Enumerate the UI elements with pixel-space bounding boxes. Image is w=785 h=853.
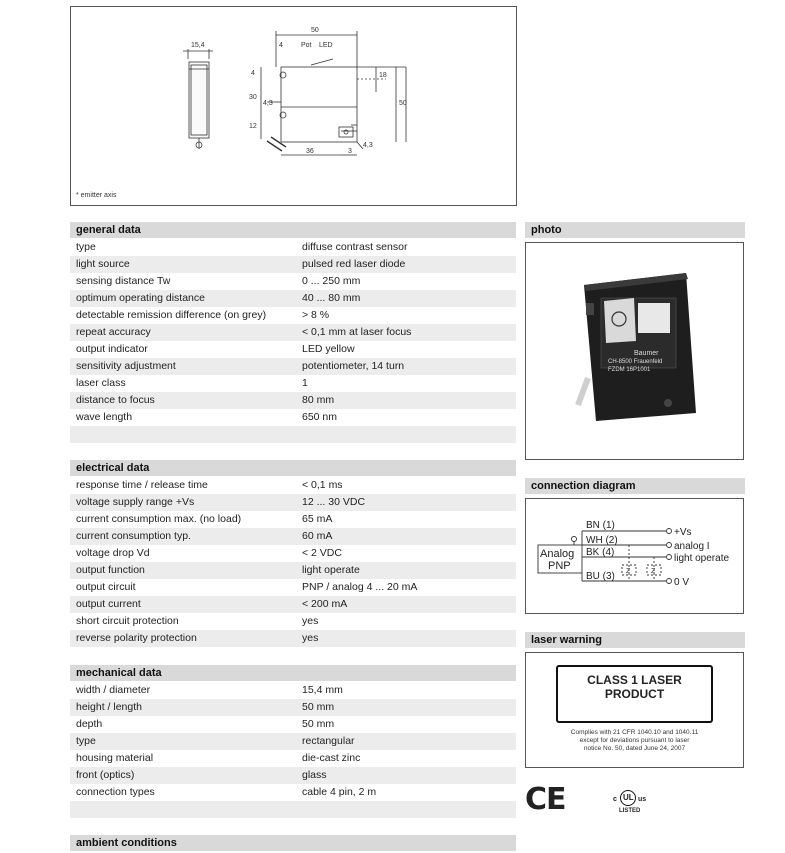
spec-value: < 200 mA: [302, 598, 348, 610]
wh-label: WH (2): [586, 535, 618, 546]
spec-label: type: [76, 241, 96, 253]
vs-label: +Vs: [674, 527, 692, 538]
spec-value: < 0,1 ms: [302, 479, 343, 491]
spec-label: optimum operating distance: [76, 292, 205, 304]
table-row: [70, 579, 516, 596]
table-row: [70, 613, 516, 630]
dim-36: 36: [306, 148, 314, 155]
table-row: [70, 477, 516, 494]
spec-value: < 2 VDC: [302, 547, 342, 559]
dim-4b: 4: [251, 70, 255, 77]
connection-diagram-svg: [526, 499, 743, 613]
compliance-text: [536, 729, 733, 753]
spec-value: 15,4 mm: [302, 684, 343, 696]
spec-value: potentiometer, 14 turn: [302, 360, 405, 372]
table-filler-row: [70, 426, 516, 443]
zero-v-label: 0 V: [674, 577, 690, 588]
table-row: [70, 392, 516, 409]
spec-value: 40 ... 80 mm: [302, 292, 361, 304]
spec-value: 60 mA: [302, 530, 333, 542]
dim-30: 30: [249, 94, 257, 101]
dim-15-4: 15,4: [191, 42, 205, 49]
ul-us: us: [638, 796, 647, 803]
connection-diagram-box: [525, 498, 744, 614]
led-label: LED: [319, 42, 333, 49]
spec-value: diffuse contrast sensor: [302, 241, 408, 253]
table-row: [70, 290, 516, 307]
spec-value: 50 mm: [302, 701, 335, 713]
spec-value: yes: [302, 615, 319, 627]
laser-warning-box: [525, 652, 744, 768]
dim-4-3: 4,3: [263, 100, 273, 107]
spec-label: repeat accuracy: [76, 326, 151, 338]
table-row: [70, 511, 516, 528]
spec-label: output current: [76, 598, 141, 610]
spec-label: output function: [76, 564, 145, 576]
compliance-line-2: except for deviations pursuant to laser: [579, 737, 690, 744]
z-label-2: Z: [651, 568, 656, 575]
mechanical-data-header: mechanical data: [70, 665, 516, 681]
analog-label: Analog: [540, 548, 575, 560]
spec-value: > 8 %: [302, 309, 330, 321]
table-row: [70, 528, 516, 545]
spec-label: reverse polarity protection: [76, 632, 197, 644]
spec-label: detectable remission difference (on grey): [76, 309, 267, 321]
table-row: [70, 682, 516, 699]
table-row: [70, 273, 516, 290]
spec-label: front (optics): [76, 769, 135, 781]
table-row: [70, 256, 516, 273]
spec-label: laser class: [76, 377, 126, 389]
spec-label: width / diameter: [76, 684, 151, 696]
connection-diagram-header: connection diagram: [525, 478, 745, 494]
light-operate-label: light operate: [674, 553, 730, 564]
table-row: [70, 494, 516, 511]
spec-value: 650 nm: [302, 411, 338, 423]
spec-value: 12 ... 30 VDC: [302, 496, 366, 508]
dim-50-height: 50: [399, 100, 407, 107]
spec-value: light operate: [302, 564, 360, 576]
table-row: [70, 545, 516, 562]
ul-text: UL: [623, 793, 634, 802]
photo-box: [525, 242, 744, 460]
dim-4-3b: 4,3: [363, 142, 373, 149]
table-row: [70, 784, 516, 801]
photo-label-line-2: CH-8500 Frauenfeld: [608, 359, 663, 365]
bn-label: BN (1): [586, 520, 615, 531]
ul-c: c: [613, 796, 617, 803]
spec-label: housing material: [76, 752, 154, 764]
spec-label: light source: [76, 258, 130, 270]
spec-value: yes: [302, 632, 319, 644]
spec-value: 80 mm: [302, 394, 335, 406]
ul-listed-mark: [613, 790, 663, 818]
photo-header: photo: [525, 222, 745, 238]
table-row: [70, 562, 516, 579]
dim-3: 3: [348, 148, 352, 155]
spec-label: type: [76, 735, 96, 747]
spec-label: wave length: [76, 411, 133, 423]
bk-label: BK (4): [586, 547, 615, 558]
spec-label: response time / release time: [76, 479, 208, 491]
table-row: [70, 630, 516, 647]
dim-4: 4: [279, 42, 283, 49]
laser-warning-header: laser warning: [525, 632, 745, 648]
spec-label: height / length: [76, 701, 142, 713]
general-data-table: [70, 239, 516, 443]
table-row: [70, 358, 516, 375]
spec-value: 50 mm: [302, 718, 335, 730]
ul-listed: LISTED: [619, 808, 641, 814]
spec-value: glass: [302, 769, 327, 781]
spec-value: 1: [302, 377, 308, 389]
spec-value: cable 4 pin, 2 m: [302, 786, 377, 798]
table-row: [70, 409, 516, 426]
bu-label: BU (3): [586, 571, 615, 582]
spec-label: sensing distance Tw: [76, 275, 171, 287]
emitter-axis-note: * emitter axis: [76, 192, 117, 199]
electrical-data-table: [70, 477, 516, 647]
spec-value: PNP / analog 4 ... 20 mA: [302, 581, 418, 593]
dimension-drawing-svg: [71, 7, 516, 205]
table-row: [70, 750, 516, 767]
class1-line-1: CLASS 1 LASER: [587, 673, 682, 687]
analog-i-label: analog I: [674, 541, 710, 552]
dim-12: 12: [249, 123, 257, 130]
spec-value: rectangular: [302, 735, 355, 747]
pnp-label: PNP: [548, 560, 571, 572]
table-row: [70, 239, 516, 256]
pot-label: Pot: [301, 42, 312, 49]
table-row: [70, 341, 516, 358]
general-data-header: general data: [70, 222, 516, 238]
spec-label: sensitivity adjustment: [76, 360, 176, 372]
spec-label: distance to focus: [76, 394, 155, 406]
dim-50-width: 50: [311, 27, 319, 34]
spec-label: voltage drop Vd: [76, 547, 150, 559]
table-row: [70, 716, 516, 733]
compliance-line-1: Complies with 21 CFR 1040.10 and 1040.11: [570, 729, 699, 736]
class1-laser-label: [556, 665, 713, 723]
photo-label-line-1: Baumer: [634, 350, 659, 357]
spec-label: short circuit protection: [76, 615, 179, 627]
ambient-conditions-header: ambient conditions: [70, 835, 516, 851]
spec-value: die-cast zinc: [302, 752, 361, 764]
table-row: [70, 324, 516, 341]
mechanical-data-table: [70, 682, 516, 818]
table-row: [70, 307, 516, 324]
class1-line-2: PRODUCT: [604, 687, 665, 701]
spec-value: LED yellow: [302, 343, 355, 355]
spec-label: connection types: [76, 786, 155, 798]
table-row: [70, 375, 516, 392]
ce-mark: CE: [525, 782, 566, 817]
spec-label: voltage supply range +Vs: [76, 496, 195, 508]
z-label-1: Z: [626, 568, 631, 575]
table-filler-row: [70, 801, 516, 818]
spec-label: current consumption max. (no load): [76, 513, 242, 525]
table-row: [70, 596, 516, 613]
compliance-line-3: notice No. 50, dated June 24, 2007: [583, 745, 686, 752]
table-row: [70, 767, 516, 784]
dim-18: 18: [379, 72, 387, 79]
dimension-drawing: [70, 6, 517, 206]
spec-label: current consumption typ.: [76, 530, 191, 542]
spec-value: 65 mA: [302, 513, 333, 525]
spec-label: depth: [76, 718, 103, 730]
table-row: [70, 733, 516, 750]
spec-value: pulsed red laser diode: [302, 258, 406, 270]
sensor-photo: [526, 243, 743, 459]
table-row: [70, 699, 516, 716]
spec-value: 0 ... 250 mm: [302, 275, 361, 287]
photo-label-line-3: FZDM 16P1001: [608, 367, 651, 373]
spec-label: output circuit: [76, 581, 136, 593]
electrical-data-header: electrical data: [70, 460, 516, 476]
spec-value: < 0,1 mm at laser focus: [302, 326, 412, 338]
spec-label: output indicator: [76, 343, 148, 355]
